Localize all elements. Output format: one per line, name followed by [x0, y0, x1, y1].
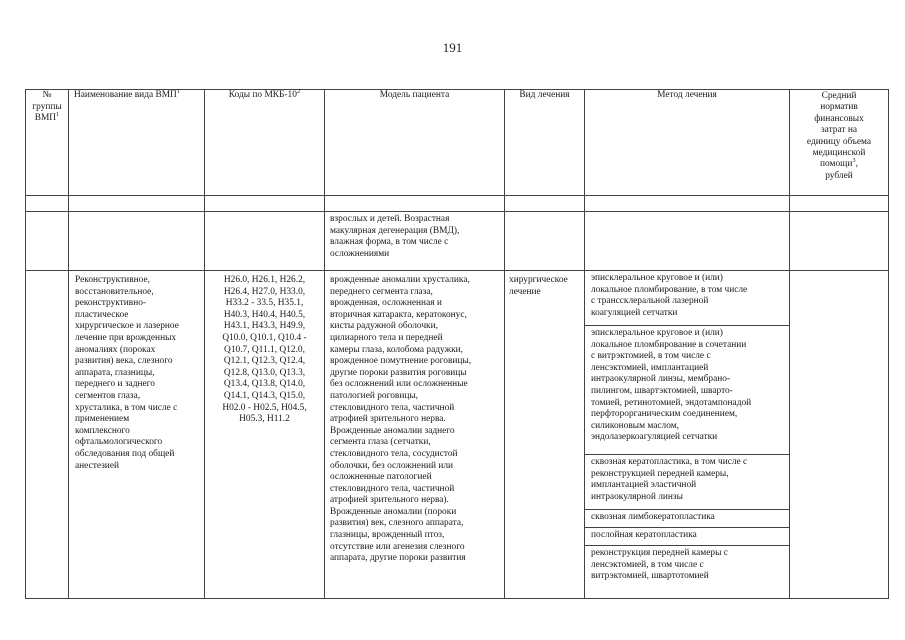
treatment-method-item: послойная кератопластика	[585, 528, 789, 546]
header-average-cost: Средний норматив финансовых затрат на единицу объема медицинской помощи$^3$, рублей	[790, 90, 889, 196]
treatment-method-item: сквозная кератопластика, в том числе с реконструкцией передней камеры, имплантацией эластичной интраокулярной линзы	[585, 455, 789, 510]
table-row	[26, 271, 889, 599]
treatment-methods-cell	[585, 271, 790, 599]
header-icd-codes: Коды по МКБ-$10^2$	[205, 90, 325, 196]
header-treatment-type: Вид лечения	[505, 90, 585, 196]
spacer-row	[26, 196, 889, 212]
header-treatment-method: Метод лечения	[585, 90, 790, 196]
header-row	[26, 90, 889, 196]
header-patient-model: Модель пациента	[325, 90, 505, 196]
page-number: 191	[442, 40, 463, 55]
continuation-patient-model: взрослых и детей. Возрастная макулярная дегенерация (ВМД), влажная форма, в том числе с осложнениями	[325, 212, 505, 271]
header-group-number: № группы ВМП$^1$	[26, 90, 69, 196]
vmp-table	[25, 89, 889, 599]
treatment-method-item: реконструкция передней камеры с ленсэктомией, в том числе с витрэктомией, швартотомией	[591, 548, 728, 582]
average-cost-cell	[790, 271, 889, 599]
header-vmp-name: Наименование вида ВМП$^1$	[69, 90, 205, 196]
treatment-method-item: сквозная лимбокератопластика	[585, 510, 789, 528]
treatment-method-item: эписклеральное круговое и (или) локальное пломбирование в сочетании с витрэктомией, в том числе с ленсэктомией, имплантацией интраокулярной линзы, мембрано- пилингом, швартэктомией, шварто- томией, ретинотомией, эндотампонадой перфторорганическим соединением, силиконовым маслом, эндолазеркоагуляцией сетчатки	[585, 326, 789, 455]
treatment-method-item: эписклеральное круговое и (или) локальное пломбирование, в том числе с транссклеральной лазерной коагуляцией сетчатки	[585, 271, 789, 326]
treatment-type-cell: хирургическое лечение	[505, 271, 585, 599]
patient-model-cell: врожденные аномалии хрусталика, переднего сегмента глаза, врожденная, осложненная и вторичная катаракта, кератоконус, кисты радужной оболочки, цилиарного тела и передней камеры глаза, колобома радужки, врожденное помутнение роговицы, другие пороки развития роговицы без осложнений или осложненные патологией роговицы, стекловидного тела, частичной атрофией зрительного нерва. Врожденные аномалии заднего сегмента глаза (сетчатки, стекловидного тела, сосудистой оболочки, без осложнений или осложненные патологией стекловидного тела, частичной атрофией зрительного нерва). Врожденные аномалии (пороки развития) век, слезного аппарата, глазницы, врожденный птоз, отсутствие или агенезия слезного аппарата, другие пороки развития	[325, 271, 505, 599]
group-number-cell	[26, 271, 69, 599]
icd-codes-cell: H26.0, H26.1, H26.2, H26.4, H27.0, H33.0, H33.2 - 33.5, H35.1, H40.3, H40.4, H40.5, H43.1, H43.3, H49.9, Q10.0, Q10.1, Q10.4 - Q10.7, Q11.1, Q12.0, Q12.1, Q12.3, Q12.4, Q12.8, Q13.0, Q13.3, Q13.4, Q13.8, Q14.0, Q14.1, Q14.3, Q15.0, H02.0 - H02.5, H04.5, H05.3, H11.2	[205, 271, 325, 599]
vmp-name-cell: Реконструктивное, восстановительное, реконструктивно- пластическое хирургическое и лазерное лечение при врожденных аномалиях (пороках развития) века, слезного аппарата, глазницы, переднего и заднего сегментов глаза, хрусталика, в том числе с применением комплексного офтальмологического обследования под общей анестезией	[69, 271, 205, 599]
continuation-row	[26, 212, 889, 271]
